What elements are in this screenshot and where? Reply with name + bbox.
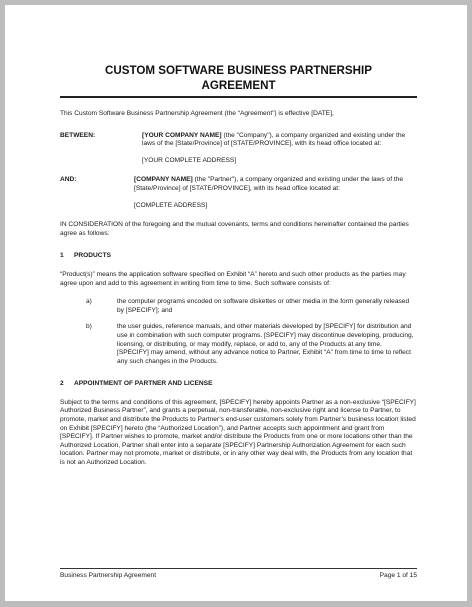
consideration-paragraph: IN CONSIDERATION of the foregoing and the mutual covenants, terms and conditions hereinafter contained the parties agree as follows: — [60, 221, 409, 237]
section-2-number: 2 — [60, 380, 64, 388]
and-company-description: (the "Partner"), a company organized and existing under the laws of the [State/Province] of [STATE/PROVINCE], with its head office located at: — [134, 176, 404, 192]
footer-page-number: Page 1 of 15 — [379, 572, 417, 579]
document-title — [60, 63, 417, 93]
section-2-title: APPOINTMENT OF PARTNER AND LICENSE — [74, 380, 213, 388]
item-a-letter: a) — [86, 298, 92, 306]
section-1-number: 1 — [60, 252, 64, 260]
section-2-body: Subject to the terms and conditions of this agreement, [SPECIFY] hereby appoints Partner as a non-exclusive “[SPECIFY] Authorized Business Partner”, and grants a perpetual, non-transferable, non-exclusive right and license to Partner, to promote, market and distribute the Products to Partner’s end-user customers solely from Partner’s business location listed on Exhibit [SPECIFY] hereto (the “Authorized Location”), and Partner accepts such appointment and grant from [SPECIFY]. If Partner wishes to promote, market and/or distribute the Products from one or more locations other than the Authorized Location, Partner shall enter into a separate [SPECIFY] Partnership Authorization Agreement for each such location. Partner may not promote, market or distribute, or in any other way deal with, the Products from any location that is not an Authorized Location. — [60, 398, 416, 467]
section-1-title: PRODUCTS — [74, 252, 111, 260]
section-1-body: “Product(s)” means the application software specified on Exhibit “A” hereto and such other products as the parties may agree upon and add to this agreement in writing from time to time. Such software consists of: — [60, 270, 406, 287]
document-page — [5, 5, 467, 601]
item-b-letter: b) — [86, 323, 92, 331]
title-line-1: CUSTOM SOFTWARE BUSINESS PARTNERSHIP — [105, 64, 372, 77]
title-line-2: AGREEMENT — [201, 79, 276, 92]
section-2-heading — [60, 380, 417, 389]
between-company-name: [YOUR COMPANY NAME] — [142, 131, 222, 139]
party-and — [60, 176, 417, 210]
item-b-text: the user guides, reference manuals, and other materials developed by [SPECIFY] for distribution and use in combination with such computer programs. [SPECIFY] may discontinue developing, producing, licensing, or distributing, or may modify, replace, or add to, any of the Products at any time. [SPECIFY] may amend, without any advance notice to Partner, Exhibit “A” from time to time to reflect any such changes in the Products. — [117, 323, 414, 365]
section-1-heading — [60, 252, 417, 261]
between-description — [142, 132, 417, 149]
intro-paragraph: This Custom Software Business Partnership Agreement (the “Agreement”) is effective [DATE], — [60, 110, 334, 117]
section-1-item-b — [60, 323, 417, 366]
between-company-description: (the "Company"), a company organized and existing under the laws of the [State/Province] of [STATE/PROVINCE], with its head office located at: — [142, 131, 406, 148]
between-address: [YOUR COMPLETE ADDRESS] — [142, 156, 237, 164]
and-description — [134, 176, 417, 193]
and-details — [134, 176, 417, 210]
and-company-name: [COMPANY NAME] — [134, 176, 193, 184]
section-1-item-a — [60, 298, 417, 315]
document-body — [60, 63, 417, 468]
party-between — [60, 132, 417, 166]
between-label: BETWEEN: — [60, 131, 96, 139]
page-footer — [60, 568, 417, 580]
footer-document-name: Business Partnership Agreement — [60, 572, 157, 579]
item-a-text: the computer programs encoded on software diskettes or other media in the form generally released by [SPECIFY]; and — [117, 298, 410, 314]
title-divider — [60, 96, 417, 98]
and-address: [COMPLETE ADDRESS] — [134, 201, 208, 209]
between-details — [142, 132, 417, 166]
and-label: AND: — [60, 176, 77, 184]
